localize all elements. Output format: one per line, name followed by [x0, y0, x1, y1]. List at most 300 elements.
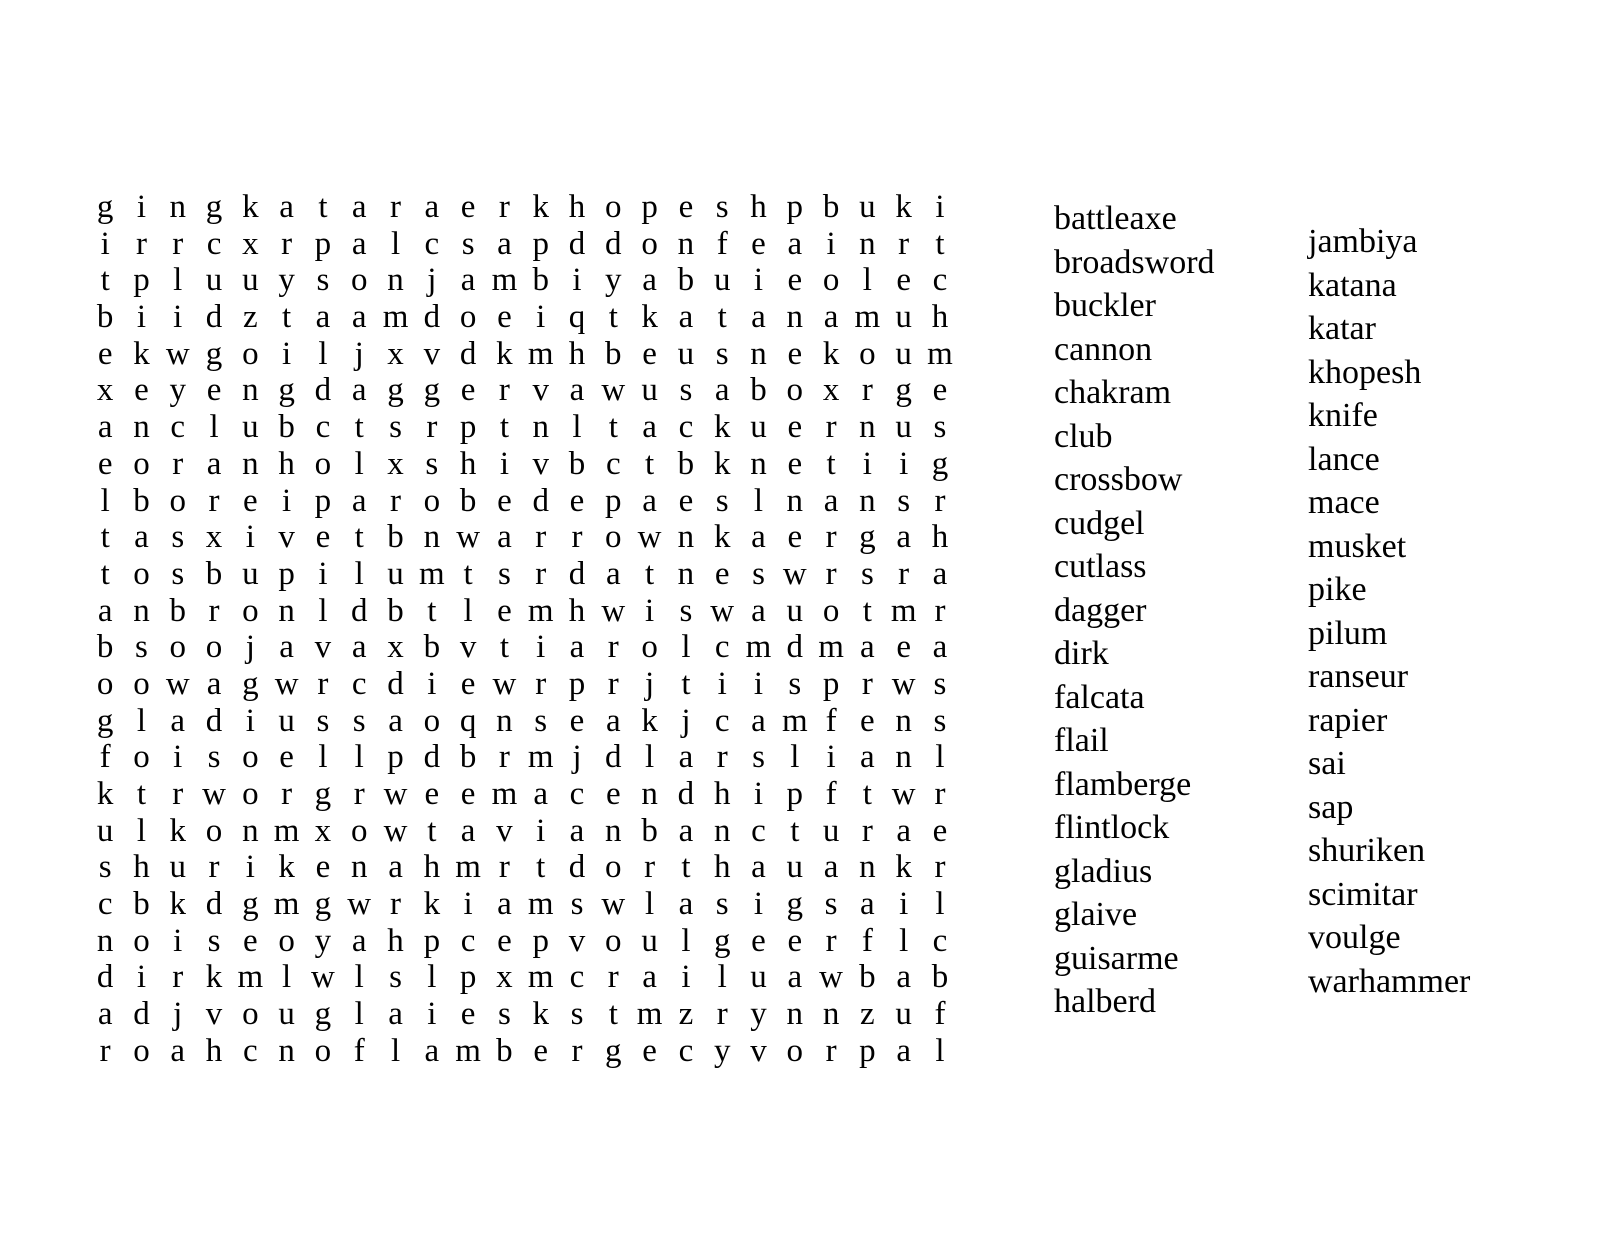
grid-row — [87, 593, 959, 630]
grid-letter: u — [750, 959, 767, 996]
grid-letter: e — [860, 702, 875, 739]
grid-letter: j — [645, 665, 655, 702]
grid-letter: t — [717, 299, 727, 336]
grid-letter: e — [279, 739, 294, 776]
grid-letter: g — [205, 189, 223, 225]
grid-row — [87, 666, 959, 703]
grid-letter: t — [427, 812, 437, 849]
grid-letter: n — [895, 702, 912, 739]
grid-letter: g — [786, 886, 804, 923]
grid-letter: u — [242, 555, 259, 592]
grid-letter: n — [532, 409, 549, 446]
grid-letter: e — [932, 372, 948, 409]
grid-letter: k — [169, 886, 186, 923]
grid-letter: m — [927, 335, 953, 372]
grid-letter: v — [314, 629, 332, 666]
grid-letter: t — [645, 555, 655, 592]
grid-letter: s — [897, 482, 911, 519]
grid-letter: b — [278, 409, 295, 446]
grid-letter: s — [933, 702, 947, 739]
grid-letter: a — [460, 262, 476, 299]
grid-letter: t — [790, 812, 800, 849]
grid-letter: w — [492, 665, 517, 702]
grid-letter: j — [681, 702, 691, 739]
grid-letter: g — [278, 372, 295, 409]
grid-letter: l — [935, 1032, 945, 1069]
grid-letter: t — [645, 445, 655, 482]
grid-letter: x — [96, 372, 114, 409]
grid-letter: l — [354, 739, 364, 776]
grid-letter: i — [536, 629, 546, 666]
grid-letter: s — [679, 372, 693, 409]
grid-letter: c — [932, 262, 948, 299]
grid-letter: c — [170, 409, 186, 446]
grid-letter: b — [459, 482, 477, 519]
grid-letter: r — [898, 555, 910, 592]
grid-letter: a — [424, 189, 440, 225]
grid-letter: u — [278, 702, 295, 739]
grid-letter: b — [532, 262, 549, 299]
grid-letter: e — [497, 922, 512, 959]
grid-letter: a — [896, 959, 911, 996]
grid-letter: i — [245, 519, 255, 556]
grid-letter: n — [786, 299, 804, 336]
grid-letter: e — [787, 262, 803, 299]
grid-letter: w — [383, 776, 408, 812]
grid-letter: k — [96, 776, 114, 812]
grid-letter: r — [208, 849, 220, 886]
grid-letter: u — [895, 996, 912, 1033]
grid-letter: k — [713, 445, 731, 482]
grid-letter: d — [605, 739, 622, 776]
grid-letter: b — [859, 959, 876, 996]
grid-letter: g — [931, 445, 949, 482]
grid-letter: i — [282, 335, 292, 372]
grid-letter: j — [572, 739, 582, 776]
grid-letter: b — [605, 335, 622, 372]
grid-letter: e — [497, 299, 512, 336]
grid-letter: r — [861, 372, 873, 409]
grid-letter: n — [133, 409, 150, 446]
grid-letter: s — [933, 665, 947, 702]
grid-letter: t — [100, 519, 110, 556]
grid-letter: l — [173, 262, 183, 299]
grid-letter: g — [387, 372, 404, 409]
grid-letter: i — [136, 959, 147, 996]
grid-letter: i — [899, 886, 909, 923]
grid-letter: r — [172, 776, 184, 812]
grid-row — [87, 703, 959, 740]
grid-letter: i — [463, 886, 473, 923]
grid-letter: w — [710, 592, 735, 629]
word-list-item: dagger — [1054, 591, 1147, 629]
grid-letter: r — [426, 409, 438, 446]
grid-letter: a — [642, 482, 657, 519]
grid-letter: r — [861, 812, 873, 849]
grid-letter: l — [354, 996, 364, 1033]
grid-letter: n — [677, 555, 695, 592]
grid-letter: s — [679, 592, 693, 629]
grid-letter: a — [896, 1032, 911, 1069]
grid-letter: i — [753, 262, 764, 299]
grid-letter: r — [607, 629, 619, 666]
word-list-item: club — [1054, 417, 1113, 455]
grid-letter: i — [717, 665, 727, 702]
grid-row — [87, 923, 959, 960]
grid-row — [87, 556, 959, 593]
grid-letter: n — [677, 519, 695, 556]
grid-letter: y — [278, 262, 295, 299]
grid-letter: l — [100, 482, 110, 519]
grid-letter: i — [173, 299, 183, 336]
grid-letter: m — [455, 849, 481, 886]
grid-letter: a — [351, 372, 367, 409]
word-list-item: glaive — [1054, 896, 1138, 933]
grid-letter: e — [460, 372, 476, 409]
grid-letter: t — [862, 776, 872, 812]
grid-letter: a — [860, 629, 875, 666]
grid-letter: k — [895, 849, 912, 886]
grid-letter: p — [822, 665, 840, 702]
grid-letter: n — [750, 445, 767, 482]
grid-letter: n — [242, 372, 259, 409]
grid-letter: o — [859, 335, 876, 372]
grid-letter: o — [786, 372, 804, 409]
grid-letter: s — [715, 886, 729, 923]
grid-letter: x — [387, 445, 404, 482]
grid-letter: r — [390, 886, 402, 923]
grid-letter: n — [423, 519, 441, 556]
grid-letter: n — [242, 812, 259, 849]
grid-letter: a — [678, 886, 694, 923]
grid-letter: a — [678, 739, 694, 776]
grid-letter: l — [136, 812, 147, 849]
word-list-item: battleaxe — [1054, 200, 1177, 237]
grid-letter: m — [273, 812, 300, 849]
grid-letter: t — [100, 262, 110, 299]
grid-letter: b — [133, 886, 150, 923]
grid-letter: p — [459, 409, 477, 446]
grid-letter: o — [278, 922, 295, 959]
grid-letter: e — [134, 372, 149, 409]
grid-letter: r — [390, 482, 402, 519]
word-list-item: rapier — [1308, 701, 1388, 739]
grid-letter: m — [854, 299, 881, 336]
grid-letter: r — [934, 592, 946, 629]
grid-letter: t — [862, 592, 872, 629]
grid-letter: r — [498, 739, 510, 776]
grid-letter: d — [605, 225, 622, 262]
word-list-item: voulge — [1308, 919, 1401, 956]
grid-letter: r — [208, 592, 220, 629]
word-list-column-1 — [1054, 197, 1215, 1024]
grid-letter: g — [96, 189, 114, 225]
grid-letter: x — [496, 959, 513, 996]
grid-letter: o — [242, 776, 259, 812]
grid-letter: a — [932, 629, 948, 666]
grid-letter: o — [133, 665, 150, 702]
grid-letter: a — [751, 299, 766, 336]
grid-letter: r — [172, 225, 184, 262]
grid-letter: r — [535, 555, 547, 592]
grid-letter: f — [825, 776, 837, 812]
grid-letter: a — [860, 886, 875, 923]
grid-letter: w — [311, 959, 335, 996]
grid-letter: u — [641, 372, 658, 409]
grid-letter: m — [273, 886, 300, 923]
grid-letter: d — [205, 299, 223, 336]
grid-letter: u — [96, 812, 114, 849]
grid-letter: c — [243, 1032, 258, 1069]
grid-letter: s — [98, 849, 112, 886]
grid-letter: e — [569, 482, 585, 519]
grid-letter: g — [314, 776, 332, 812]
grid-letter: b — [931, 959, 949, 996]
grid-letter: s — [171, 519, 185, 556]
grid-letter: i — [136, 189, 147, 225]
grid-letter: l — [136, 702, 147, 739]
grid-letter: r — [208, 482, 220, 519]
grid-letter: k — [205, 959, 223, 996]
grid-letter: s — [570, 996, 584, 1033]
grid-letter: i — [136, 299, 147, 336]
grid-letter: z — [678, 996, 694, 1033]
grid-letter: o — [242, 592, 259, 629]
grid-row — [87, 409, 959, 446]
grid-letter: s — [570, 886, 584, 923]
grid-letter: h — [750, 189, 767, 225]
grid-letter: e — [460, 996, 476, 1033]
grid-letter: n — [713, 812, 731, 849]
grid-letter: l — [427, 959, 437, 996]
word-list-item: halberd — [1054, 983, 1156, 1020]
grid-letter: o — [242, 996, 259, 1033]
grid-letter: k — [895, 189, 912, 225]
grid-letter: u — [895, 409, 912, 446]
grid-letter: x — [387, 335, 404, 372]
grid-letter: l — [318, 739, 328, 776]
grid-letter: a — [787, 959, 803, 996]
grid-letter: r — [825, 922, 837, 959]
grid-letter: n — [350, 849, 368, 886]
grid-letter: r — [607, 959, 619, 996]
grid-letter: r — [825, 1032, 837, 1069]
grid-letter: l — [753, 482, 764, 519]
grid-letter: r — [281, 776, 293, 812]
grid-letter: w — [456, 519, 481, 556]
grid-letter: y — [605, 262, 622, 299]
grid-letter: c — [460, 922, 476, 959]
grid-letter: i — [862, 445, 872, 482]
grid-letter: s — [715, 482, 729, 519]
grid-letter: n — [786, 996, 804, 1033]
grid-letter: p — [387, 739, 404, 776]
grid-letter: d — [786, 629, 804, 666]
grid-letter: a — [279, 629, 294, 666]
grid-letter: u — [859, 189, 876, 225]
grid-letter: p — [314, 482, 332, 519]
grid-letter: s — [171, 555, 185, 592]
grid-letter: e — [787, 922, 803, 959]
grid-letter: l — [717, 959, 727, 996]
grid-letter: t — [536, 849, 546, 886]
grid-letter: h — [713, 849, 731, 886]
grid-letter: a — [97, 996, 113, 1033]
grid-letter: e — [460, 665, 476, 702]
grid-letter: n — [822, 996, 840, 1033]
grid-letter: e — [206, 372, 222, 409]
grid-letter: e — [497, 592, 512, 629]
grid-letter: b — [205, 555, 223, 592]
grid-letter: a — [279, 189, 294, 225]
grid-letter: r — [535, 665, 547, 702]
grid-letter: a — [315, 299, 331, 336]
grid-letter: p — [532, 225, 549, 262]
grid-letter: t — [136, 776, 147, 812]
grid-letter: m — [890, 592, 917, 629]
grid-letter: a — [642, 262, 657, 299]
grid-letter: a — [605, 555, 621, 592]
grid-letter: l — [572, 409, 582, 446]
grid-letter: d — [314, 372, 332, 409]
grid-letter: o — [786, 1032, 804, 1069]
grid-letter: e — [751, 225, 766, 262]
grid-letter: u — [169, 849, 186, 886]
grid-letter: r — [571, 1032, 583, 1069]
word-list-item: sai — [1308, 745, 1346, 782]
grid-letter: l — [862, 262, 872, 299]
grid-letter: m — [382, 299, 409, 336]
grid-letter: l — [209, 409, 219, 446]
grid-letter: a — [388, 996, 403, 1033]
grid-letter: e — [315, 519, 331, 556]
grid-letter: o — [641, 629, 658, 666]
grid-letter: k — [423, 886, 441, 923]
grid-letter: d — [459, 335, 477, 372]
grid-row — [87, 849, 959, 886]
grid-letter: d — [532, 482, 549, 519]
grid-letter: c — [932, 922, 948, 959]
grid-letter: i — [753, 776, 764, 812]
grid-letter: e — [787, 519, 803, 556]
grid-letter: m — [636, 996, 663, 1033]
grid-letter: r — [535, 519, 547, 556]
grid-letter: a — [751, 519, 766, 556]
grid-letter: f — [353, 1032, 365, 1069]
grid-letter: e — [787, 409, 803, 446]
grid-letter: d — [133, 996, 150, 1033]
grid-letter: r — [390, 189, 402, 225]
grid-letter: b — [496, 1032, 513, 1069]
grid-letter: s — [352, 702, 366, 739]
grid-letter: e — [97, 445, 113, 482]
grid-letter: r — [172, 445, 184, 482]
grid-letter: x — [242, 225, 259, 262]
grid-letter: w — [165, 335, 190, 372]
grid-letter: a — [351, 922, 367, 959]
grid-letter: t — [826, 445, 836, 482]
grid-letter: l — [354, 959, 364, 996]
grid-letter: p — [605, 482, 622, 519]
grid-letter: b — [677, 262, 695, 299]
word-list-item: knife — [1308, 397, 1378, 434]
grid-letter: a — [569, 372, 585, 409]
grid-letter: r — [861, 665, 873, 702]
word-list-item: cudgel — [1054, 504, 1145, 542]
grid-letter: n — [641, 776, 658, 812]
grid-letter: k — [133, 335, 150, 372]
grid-letter: l — [318, 335, 328, 372]
grid-letter: e — [424, 776, 440, 812]
grid-letter: g — [423, 372, 441, 409]
grid-letter: u — [822, 812, 840, 849]
grid-letter: n — [133, 592, 150, 629]
word-list-item: sap — [1308, 788, 1354, 826]
grid-letter: a — [351, 482, 367, 519]
grid-letter: s — [497, 996, 511, 1033]
grid-letter: k — [242, 189, 259, 225]
grid-letter: k — [641, 299, 658, 336]
grid-letter: l — [645, 739, 655, 776]
grid-letter: h — [931, 519, 949, 556]
grid-letter: h — [459, 445, 477, 482]
grid-letter: f — [716, 225, 728, 262]
grid-letter: e — [533, 1032, 549, 1069]
grid-letter: n — [387, 262, 404, 299]
word-list-item: falcata — [1054, 678, 1145, 716]
grid-letter: d — [568, 849, 586, 886]
grid-letter: o — [96, 665, 114, 702]
grid-letter: t — [499, 629, 509, 666]
word-list-item: katana — [1308, 266, 1397, 304]
grid-letter: h — [931, 299, 949, 336]
grid-letter: h — [568, 592, 586, 629]
grid-letter: v — [459, 629, 477, 666]
grid-letter: c — [97, 886, 113, 923]
grid-letter: f — [934, 996, 946, 1033]
grid-letter: t — [282, 299, 292, 336]
grid-letter: b — [641, 812, 658, 849]
grid-letter: o — [242, 739, 259, 776]
grid-letter: n — [859, 409, 876, 446]
grid-letter: i — [427, 996, 437, 1033]
grid-letter: o — [822, 592, 840, 629]
grid-letter: m — [781, 702, 808, 739]
grid-letter: c — [315, 409, 331, 446]
grid-letter: b — [96, 299, 114, 336]
grid-letter: a — [351, 629, 367, 666]
grid-letter: h — [713, 776, 731, 812]
grid-row — [87, 1033, 959, 1070]
grid-letter: s — [207, 739, 221, 776]
grid-letter: f — [99, 739, 111, 776]
grid-letter: a — [787, 225, 803, 262]
grid-letter: d — [568, 555, 586, 592]
grid-letter: l — [354, 445, 364, 482]
grid-letter: r — [498, 189, 510, 225]
grid-letter: l — [935, 739, 945, 776]
word-list-item: cannon — [1054, 330, 1153, 368]
grid-letter: k — [496, 335, 513, 372]
grid-letter: r — [353, 776, 365, 812]
grid-letter: u — [641, 922, 658, 959]
grid-letter: w — [891, 665, 916, 702]
grid-letter: s — [715, 335, 729, 372]
grid-letter: u — [387, 555, 404, 592]
grid-letter: a — [823, 482, 839, 519]
grid-letter: n — [750, 335, 767, 372]
grid-letter: g — [895, 372, 912, 409]
